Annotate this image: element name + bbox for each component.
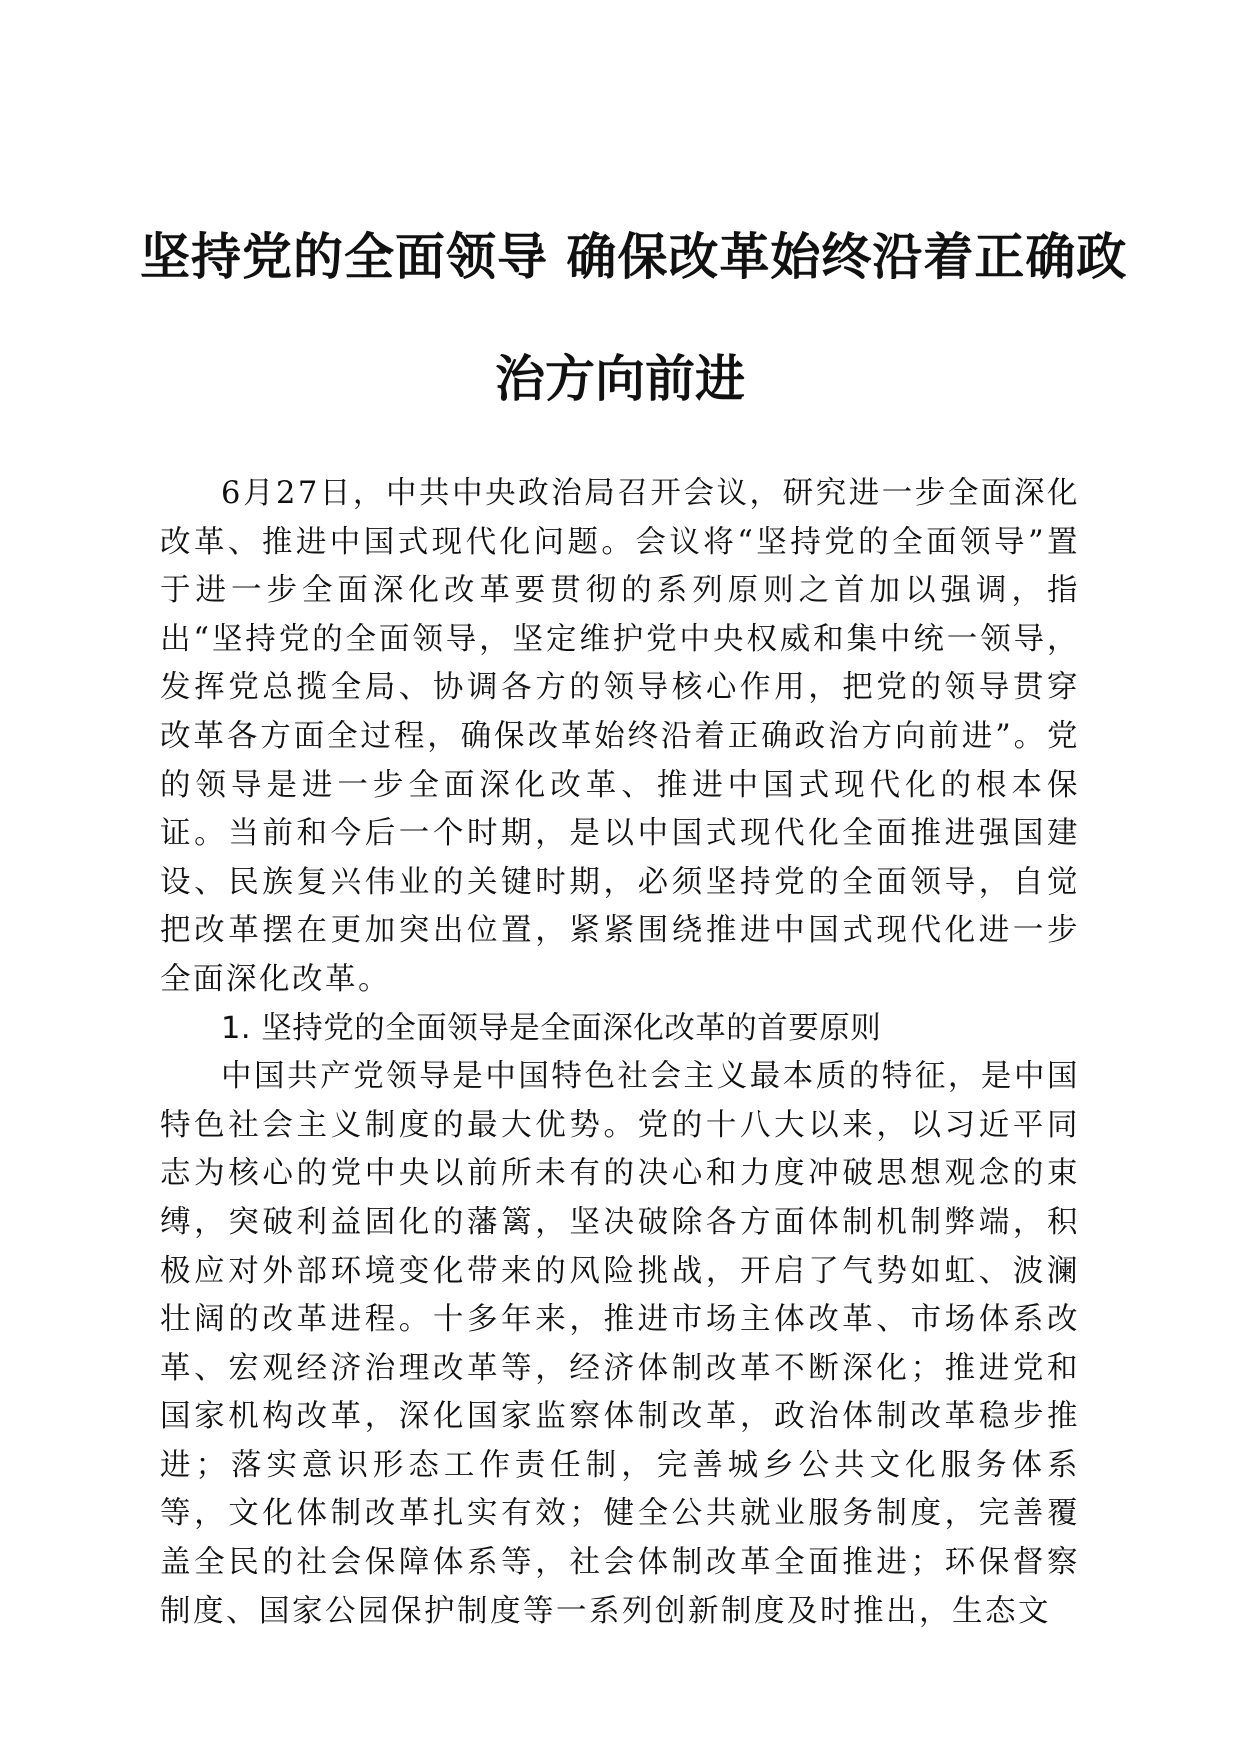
document-body <box>160 470 1080 1636</box>
paragraph-intro: 6月27日，中共中央政治局召开会议，研究进一步全面深化改革、推进中国式现代化问题。会议将“坚持党的全面领导”置于进一步全面深化改革要贯彻的系列原则之首加以强调，指出“坚持党的全面领导，坚定维护党中央权威和集中统一领导，发挥党总揽全局、协调各方的领导核心作用，把党的领导贯穿改革各方面全过程，确保改革始终沿着正确政治方向前进”。党的领导是进一步全面深化改革、推进中国式现代化的根本保证。当前和今后一个时期，是以中国式现代化全面推进强国建设、民族复兴伟业的关键时期，必须坚持党的全面领导，自觉把改革摆在更加突出位置，紧紧围绕推进中国式现代化进一步全面深化改革。 <box>160 476 1080 997</box>
section-heading-1: 1. 坚持党的全面领导是全面深化改革的首要原则 <box>221 1010 882 1046</box>
document-title-line-2: 治方向前进 <box>495 349 745 408</box>
paragraph-section-1: 中国共产党领导是中国特色社会主义最本质的特征，是中国特色社会主义制度的最大优势。党的十八大以来，以习近平同志为核心的党中央以前所未有的决心和力度冲破思想观念的束缚，突破利益固化的藩篱，坚决破除各方面体制机制弊端，积极应对外部环境变化带来的风险挑战，开启了气势如虹、波澜壮阔的改革进程。十多年来，推进市场主体改革、市场体系改革、宏观经济治理改革等，经济体制改革不断深化；推进党和国家机构改革，深化国家监察体制改革，政治体制改革稳步推进；落实意识形态工作责任制，完善城乡公共文化服务体系等，文化体制改革扎实有效；健全公共就业服务制度，完善覆盖全民的社会保障体系等，社会体制改革全面推进；环保督察制度、国家公园保护制度等一系列创新制度及时推出，生态文 <box>160 1059 1080 1629</box>
document-title-line-1: 坚持党的全面领导 确保改革始终沿着正确政 <box>140 227 1128 286</box>
